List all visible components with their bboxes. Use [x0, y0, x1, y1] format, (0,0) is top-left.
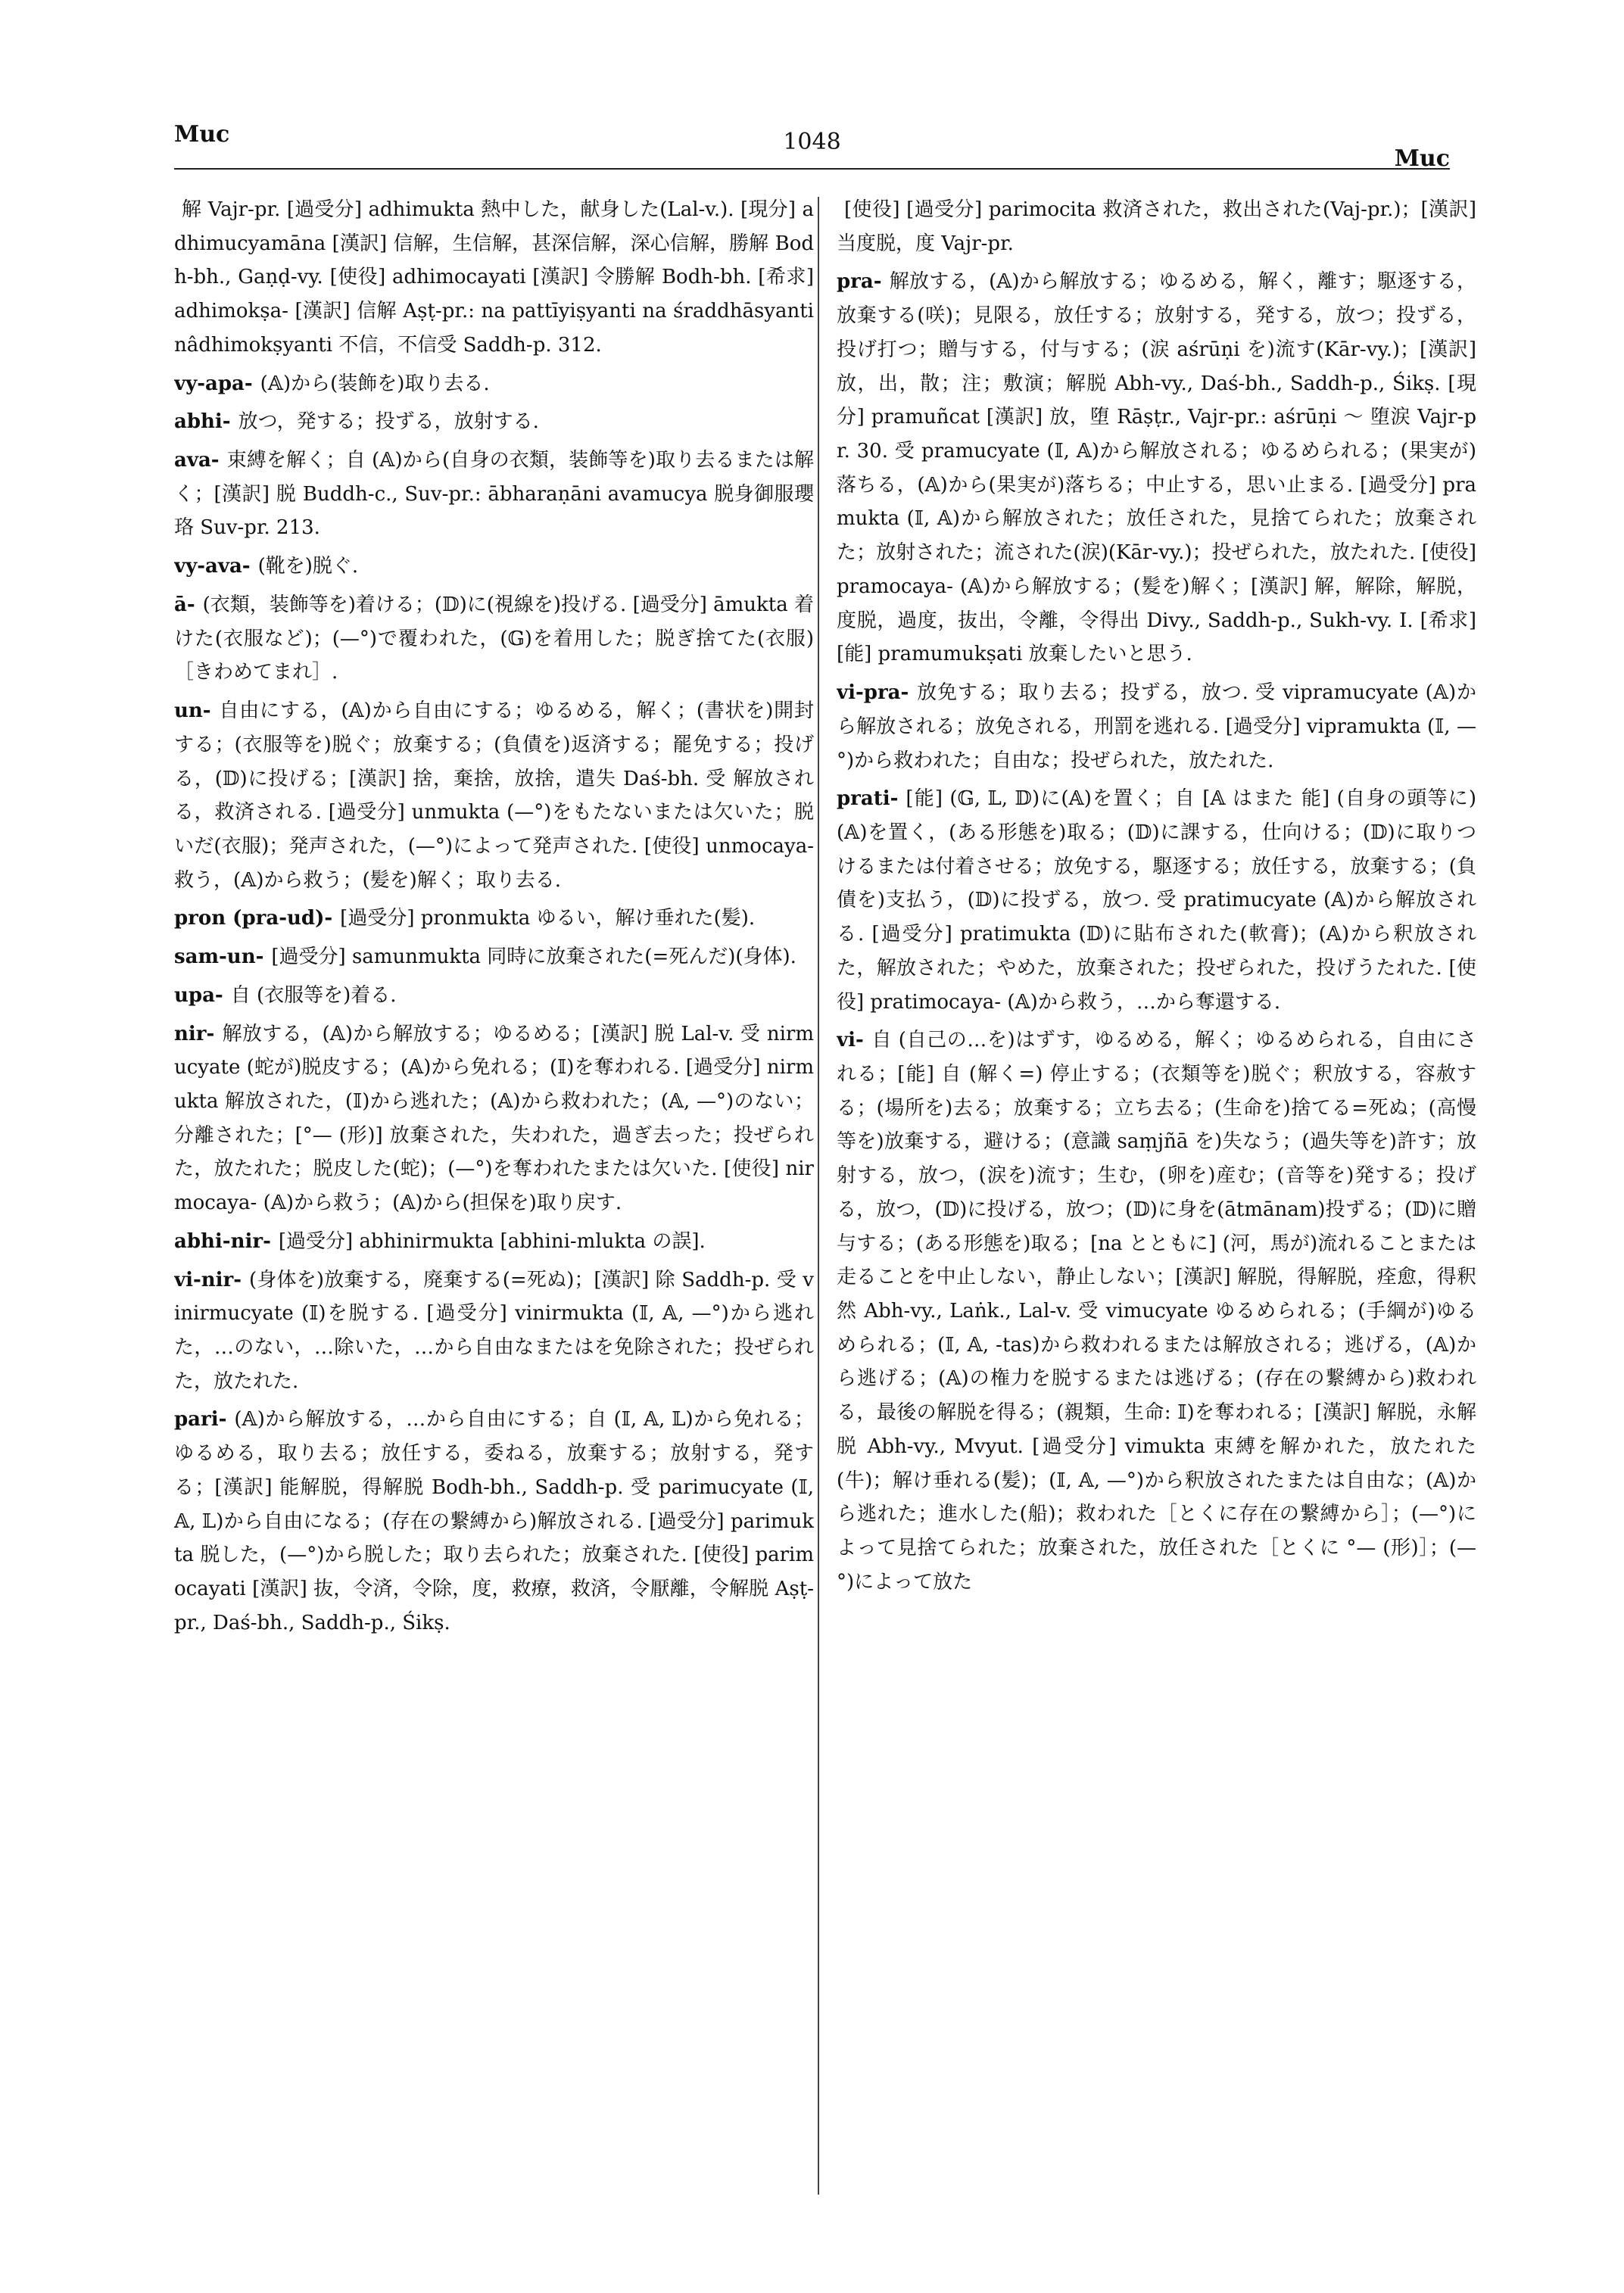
entry-paragraph — [174, 1017, 814, 1220]
entry-text: [能] (𝔾, 𝕃, 𝔻)に(𝔸)を置く；自 [𝔸 はまた 能] (自身の頭等に)(𝔸)を置く，(ある形態を)取る；(𝔻)に課する，仕向ける；(𝔻)に取りつけるまたは付着させる；放免する，駆逐する；放任する，放棄する；(負債を)支払う，(𝔻)に投ずる，放つ. 受 pratimucyate (𝔸)から解放される. [過受分] pratimukta (𝔻)に貼布された(軟膏)；(𝔸)から釈放された，解放された；やめた，放棄された；投ぜられた，投げうたれた. [使役] pratimocaya- (𝔸)から救う，…から奪還する. — [837, 787, 1476, 1014]
entry-paragraph — [174, 1403, 814, 1640]
entry-text: (𝔸)から解放する，…から自由にする；自 (𝕀, 𝔸, 𝕃)から免れる；ゆるめる，取り去る；放任する，委ねる，放棄する；放射する，発する；[漢訳] 能解脱，得解脱 Bodh-bh., Saddh-p. 受 parimucyate (𝕀, 𝔸, 𝕃)から自由になる；(存在の繋縛から)解放される. [過受分] parimukta 脱した，(—°)から脱した；取り去られた；放棄された. [使役] parimocayati [漢訳] 抜，令済，令除，度，救療，救済，令厭離，令解脱 Aṣṭ-pr., Daś-bh., Saddh-p., Śikṣ. — [174, 1408, 814, 1634]
entry-text: (身体を)放棄する，廃棄する(=死ぬ)；[漢訳] 除 Saddh-p. 受 vinirmucyate (𝕀)を脱する. [過受分] vinirmukta (𝕀, 𝔸, —°)から逃れた，…のない，…除いた，…から自由なまたはを免除された；投ぜられた，放たれた. — [174, 1268, 814, 1393]
entry-paragraph — [174, 405, 814, 439]
entry-text: (靴を)脱ぐ. — [257, 555, 359, 578]
entry-text: 解 Vajr-pr. [過受分] adhimukta 熱中した，献身した(Lal-v.). [現分] adhimucyamāna [漢訳] 信解，生信解，甚深信解，深心信解，勝解 Bodh-bh., Gaṇḍ-vy. [使役] adhimocayati [漢訳] 令勝解 Bodh-bh. [希求] adhimokṣa- [漢訳] 信解 Aṣṭ-pr.: na pattīyiṣyanti na śraddhāsyanti nâdhimokṣyanti 不信，不信受 Saddh-p. 312. — [174, 198, 814, 357]
entry-paragraph — [174, 979, 814, 1013]
entry-headword: vy-apa- — [174, 372, 253, 395]
entry-headword: un- — [174, 699, 211, 723]
entry-headword: pra- — [837, 270, 882, 294]
entry-headword: vi-pra- — [837, 681, 909, 705]
entry-paragraph — [174, 367, 814, 401]
header-rule — [174, 168, 1450, 170]
entry-paragraph — [174, 940, 814, 974]
entry-paragraph — [837, 265, 1476, 671]
entry-headword: abhi- — [174, 410, 231, 434]
entry-text: [過受分] samunmukta 同時に放棄された(=死んだ)(身体). — [271, 946, 796, 969]
entry-text: (𝔸)から(装飾を)取り去る. — [260, 372, 490, 395]
entry-paragraph — [174, 193, 814, 363]
right-column — [837, 193, 1476, 2210]
entry-paragraph — [837, 193, 1476, 260]
entry-text: 自由にする，(𝔸)から自由にする；ゆるめる，解く；(書状を)開封する；(衣服等を)脱ぐ；放棄する；(負債を)返済する；罷免する；投げる，(𝔻)に投げる；[漢訳] 捨，棄捨，放捨，遣失 Daś-bh. 受 解放される，救済される. [過受分] unmukta (—°)をもたないまたは欠いた；脱いだ(衣服)；発声された，(—°)によって発声された. [使役] unmocaya- 救う，(𝔸)から救う；(髪を)解く；取り去る. — [174, 699, 814, 892]
entry-headword: pari- — [174, 1408, 227, 1432]
guide-word-left: Muc — [174, 121, 230, 148]
entry-paragraph — [174, 550, 814, 584]
column-divider — [818, 197, 819, 2195]
entry-paragraph — [174, 902, 814, 936]
entry-text: [過受分] pronmukta ゆるい，解け垂れた(髪). — [340, 907, 756, 930]
entry-headword: prati- — [837, 787, 899, 811]
entry-headword: nir- — [174, 1022, 215, 1045]
page-header — [174, 121, 1450, 172]
entry-headword: ā- — [174, 593, 195, 616]
entry-headword: pron (pra-ud)- — [174, 907, 333, 930]
entry-text: [過受分] abhinirmukta [abhini-mlukta の誤]. — [278, 1229, 706, 1253]
entry-paragraph — [174, 1225, 814, 1259]
page-number: 1048 — [783, 129, 841, 155]
entry-text: 解放する，(𝔸)から解放する；ゆるめる，解く，離す；駆逐する，放棄する(咲)；見限る，放任する；放射する，発する，放つ；投ずる，投げ打つ；贈与する，付与する；(涙 aśrūṇi を)流す(Kār-vy.)；[漢訳] 放，出，散；注；敷演；解脱 Abh-vy., Daś-bh., Saddh-p., Śikṣ. [現分] pramuñcat [漢訳] 放，堕 Rāṣṭr., Vajr-pr.: aśrūṇi ～ 堕涙 Vajr-pr. 30. 受 pramucyate (𝕀, 𝔸)から解放される；ゆるめられる；(果実が)落ちる，(𝔸)から(果実が)落ちる；中止する，思い止まる. [過受分] pramukta (𝕀, 𝔸)から解放された；放任された，見捨てられた；放棄された；放射された；流された(涙)(Kār-vy.)；投ぜられた，放たれた. [使役] pramocaya- (𝔸)から解放する；(髪を)解く；[漢訳] 解，解除，解脱，度脱，過度，抜出，令離，令得出 Divy., Saddh-p., Sukh-vy. I. [希求] [能] pramumukṣati 放棄したいと思う. — [837, 270, 1476, 666]
entry-text: 解放する，(𝔸)から解放する；ゆるめる；[漢訳] 脱 Lal-v. 受 nirmucyate (蛇が)脱皮する；(𝔸)から免れる；(𝕀)を奪われる. [過受分] nirmukta 解放された，(𝕀)から逃れた；(𝔸)から救われた；(𝔸, —°)のない；分離された；[°— (形)] 放棄された，失われた，過ぎ去った；投ぜられた，放たれた；脱皮した(蛇)；(—°)を奪われたまたは欠いた. [使役] nirmocaya- (𝔸)から救う；(𝔸)から(担保を)取り戻す. — [174, 1022, 814, 1215]
guide-word-right: Muc — [1394, 145, 1450, 172]
entry-headword: vy-ava- — [174, 555, 251, 578]
entry-text: (衣類，装飾等を)着ける；(𝔻)に(視線を)投げる. [過受分] āmukta 着けた(衣服など)；(—°)で覆われた，(𝔾)を着用した；脱ぎ捨てた(衣服)［きわめてまれ］. — [174, 593, 814, 684]
entry-paragraph — [837, 676, 1476, 777]
entry-headword: abhi-nir- — [174, 1229, 271, 1253]
entry-paragraph — [174, 694, 814, 897]
entry-text: 自 (自己の…を)はずす，ゆるめる，解く；ゆるめられる，自由にされる；[能] 自 (解く=) 停止する；(衣類等を)脱ぐ；釈放する，容赦する；(場所を)去る；放棄する；立ち去る；(生命を)捨てる=死ぬ；(高慢等を)放棄する，避ける；(意識 saṃjñā を)失なう；(過失等を)許す；放射する，放つ，(涙を)流す；生む，(卵を)産む；(音等を)発する；投げる，放つ，(𝔻)に投げる，放つ；(𝔻)に身を(ātmānam)投ずる；(𝔻)に贈与する；(ある形態を)取る；[na とともに] (河，馬が)流れることまたは走ることを中止しない，静止しない；[漢訳] 解脱，得解脱，痊愈，得釈然 Abh-vy., Laṅk., Lal-v. 受 vimucyate ゆるめられる；(手綱が)ゆるめられる；(𝕀, 𝔸, -tas)から救われるまたは解放される；逃げる，(𝔸)から逃げる；(𝔸)の権力を脱するまたは逃げる；(存在の繋縛から)救われる，最後の解脱を得る；(親類，生命: 𝕀)を奪われる；[漢訳] 解脱，永解脱 Abh-vy., Mvyut. [過受分] vimukta 束縛を解かれた，放たれた(牛)；解け垂れる(髪)；(𝕀, 𝔸, —°)から釈放されたまたは自由な；(𝔸)から逃れた；進水した(船)；救われた［とくに存在の繋縛から］；(—°)によって見捨てられた；放棄された，放任された［とくに °— (形)］；(—°)によって放た — [837, 1029, 1476, 1594]
entry-headword: upa- — [174, 983, 223, 1007]
entry-paragraph — [174, 1263, 814, 1399]
entry-text: 自 (衣服等を)着る. — [230, 983, 397, 1007]
entry-text: [使役] [過受分] parimocita 救済された，救出された(Vaj-pr.)；[漢訳] 当度脱，度 Vajr-pr. — [837, 198, 1476, 255]
entry-text: 放つ，発する；投ずる，放射する. — [238, 410, 539, 434]
entry-paragraph — [174, 444, 814, 545]
entry-headword: ava- — [174, 449, 220, 472]
entry-paragraph — [174, 588, 814, 690]
left-column — [174, 193, 814, 2210]
entry-text: 束縛を解く；自 (𝔸)から(自身の衣類，装飾等を)取り去るまたは解く；[漢訳] 脱 Buddh-c., Suv-pr.: ābharaṇāni avamucya 脱身御服瓔珞 Suv-pr. 213. — [174, 449, 814, 540]
entry-headword: vi- — [837, 1029, 864, 1052]
entry-paragraph — [837, 782, 1476, 1019]
entry-headword: sam-un- — [174, 946, 264, 969]
entry-headword: vi-nir- — [174, 1268, 242, 1291]
entry-paragraph — [837, 1023, 1476, 1599]
entry-text: 放免する；取り去る；投ずる，放つ. 受 vipramucyate (𝔸)から解放される；放免される，刑罰を逃れる. [過受分] vipramukta (𝕀, —°)から救われた；自由な；投ぜられた，放たれた. — [837, 681, 1476, 772]
